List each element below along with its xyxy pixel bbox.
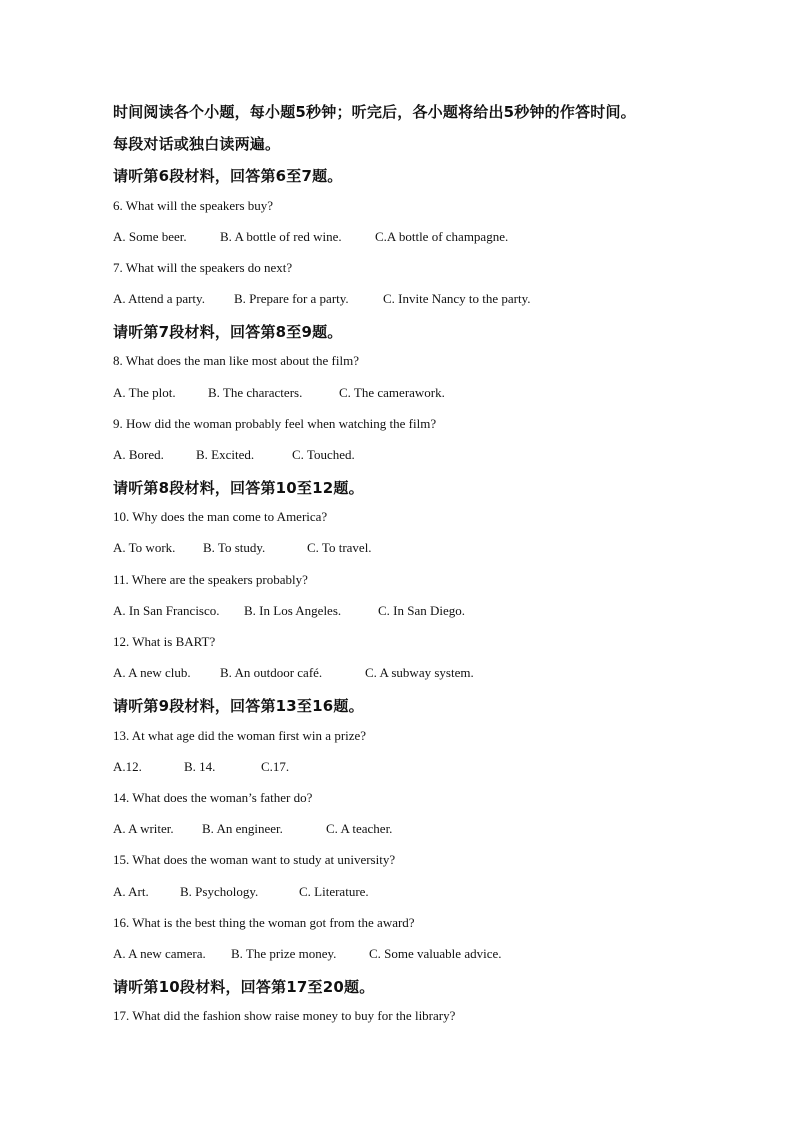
section-heading-9: 请听第9段材料，回答第13至16题。: [113, 697, 364, 715]
question-6: 6. What will the speakers buy?: [113, 198, 274, 213]
question-15: 15. What does the woman want to study at university?: [113, 852, 396, 867]
options-11: [113, 603, 713, 621]
option-c: C. To travel.: [307, 540, 372, 555]
option-b: B. An outdoor café.: [220, 665, 323, 680]
options-6: [113, 229, 713, 247]
intro-line-1: 时间阅读各个小题，每小题5秒钟；听完后，各小题将给出5秒钟的作答时间。: [113, 103, 636, 121]
option-b: B. To study.: [203, 540, 266, 555]
option-b: B. In Los Angeles.: [244, 603, 342, 618]
option-b: B. The prize money.: [231, 946, 337, 961]
question-12: 12. What is BART?: [113, 634, 216, 649]
question-13: 13. At what age did the woman first win a prize?: [113, 728, 367, 743]
option-b: B. An engineer.: [202, 821, 283, 836]
option-a: A. A new club.: [113, 665, 191, 680]
option-c: C. In San Diego.: [378, 603, 466, 618]
options-9: [113, 447, 713, 465]
option-a: A. A new camera.: [113, 946, 206, 961]
options-12: [113, 665, 713, 683]
option-a: A. Bored.: [113, 447, 164, 462]
question-8: 8. What does the man like most about the film?: [113, 353, 359, 368]
section-heading-7: 请听第7段材料，回答第8至9题。: [113, 323, 343, 341]
option-c: C. Literature.: [299, 884, 369, 899]
option-c: C.17.: [261, 759, 290, 774]
option-a: A.12.: [113, 759, 142, 774]
question-16: 16. What is the best thing the woman got from the award?: [113, 915, 415, 930]
section-heading-6: 请听第6段材料，回答第6至7题。: [113, 167, 343, 185]
options-16: [113, 946, 713, 964]
option-c: C. Touched.: [292, 447, 355, 462]
option-c: C.A bottle of champagne.: [375, 229, 509, 244]
intro-line-2: 每段对话或独白读两遍。: [113, 135, 281, 153]
question-14: 14. What does the woman’s father do?: [113, 790, 313, 805]
section-heading-8: 请听第8段材料，回答第10至12题。: [113, 479, 364, 497]
question-11: 11. Where are the speakers probably?: [113, 572, 308, 587]
option-c: C. A subway system.: [365, 665, 474, 680]
question-7: 7. What will the speakers do next?: [113, 260, 293, 275]
option-b: B. Excited.: [196, 447, 255, 462]
option-a: A. Art.: [113, 884, 149, 899]
option-c: C. The camerawork.: [339, 385, 445, 400]
question-9: 9. How did the woman probably feel when watching the film?: [113, 416, 437, 431]
option-b: B. Prepare for a party.: [234, 291, 349, 306]
option-c: C. Invite Nancy to the party.: [383, 291, 531, 306]
option-a: A. In San Francisco.: [113, 603, 220, 618]
question-17: 17. What did the fashion show raise money to buy for the library?: [113, 1008, 456, 1023]
option-a: A. Some beer.: [113, 229, 187, 244]
option-a: A. The plot.: [113, 385, 176, 400]
options-7: [113, 291, 713, 309]
options-15: [113, 884, 713, 902]
section-heading-10: 请听第10段材料，回答第17至20题。: [113, 978, 375, 996]
options-13: [113, 759, 713, 777]
option-b: B. Psychology.: [180, 884, 259, 899]
option-a: A. Attend a party.: [113, 291, 205, 306]
option-c: C. Some valuable advice.: [369, 946, 502, 961]
options-10: [113, 540, 713, 558]
option-a: A. To work.: [113, 540, 176, 555]
question-10: 10. Why does the man come to America?: [113, 509, 328, 524]
options-14: [113, 821, 713, 839]
option-a: A. A writer.: [113, 821, 174, 836]
option-b: B. The characters.: [208, 385, 303, 400]
option-c: C. A teacher.: [326, 821, 393, 836]
options-8: [113, 385, 713, 403]
option-b: B. A bottle of red wine.: [220, 229, 342, 244]
option-b: B. 14.: [184, 759, 216, 774]
